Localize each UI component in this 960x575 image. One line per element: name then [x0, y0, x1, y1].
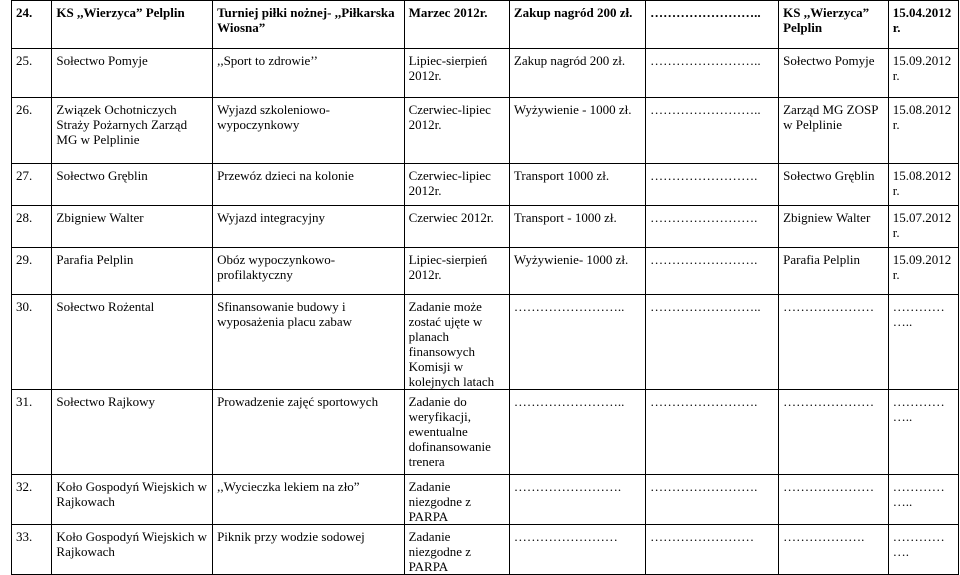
recipient-cell: Zarząd MG ZOSP w Pelplinie	[779, 98, 889, 164]
row-number-cell: 26.	[12, 98, 52, 164]
settlement-date-cell: 15.04.2012r.	[888, 1, 958, 49]
cost-item-cell: Transport - 1000 zł.	[509, 206, 645, 248]
table-row	[12, 525, 959, 575]
settlement-date-cell: 15.08.2012r.	[888, 98, 958, 164]
term-cell: Lipiec-sierpień 2012r.	[404, 248, 509, 295]
task-name-cell: Turniej piłki nożnej- ,,Piłkarska Wiosna”	[213, 1, 405, 49]
table-row	[12, 206, 959, 248]
granted-amount-cell: ……………………..	[646, 49, 779, 98]
row-number-cell: 31.	[12, 390, 52, 475]
organization-cell: Związek Ochotniczych Straży Pożarnych Zarząd MG w Pelplinie	[52, 98, 213, 164]
organization-cell: Parafia Pelplin	[52, 248, 213, 295]
task-name-cell: Wyjazd szkoleniowo-wypoczynkowy	[213, 98, 405, 164]
recipient-cell: KS ,,Wierzyca” Pelplin	[779, 1, 889, 49]
organization-cell: KS ,,Wierzyca” Pelplin	[52, 1, 213, 49]
granted-amount-cell: ……………………..	[646, 98, 779, 164]
granted-amount-cell: …………………….	[646, 206, 779, 248]
settlement-date-cell: 15.09.2012r.	[888, 49, 958, 98]
recipient-cell: ……………….	[779, 525, 889, 575]
tasks-table-body	[12, 1, 959, 575]
recipient-cell: Zbigniew Walter	[779, 206, 889, 248]
term-cell: Zadanie do weryfikacji, ewentualne dofinansowanie trenera	[404, 390, 509, 475]
task-name-cell: Piknik przy wodzie sodowej	[213, 525, 405, 575]
task-name-cell: Przewóz dzieci na kolonie	[213, 164, 405, 206]
term-cell: Zadanie niezgodne z PARPA	[404, 525, 509, 575]
recipient-cell: Sołectwo Pomyje	[779, 49, 889, 98]
term-cell: Zadanie niezgodne z PARPA	[404, 475, 509, 525]
cost-item-cell: Wyżywienie- 1000 zł.	[509, 248, 645, 295]
recipient-cell: Sołectwo Gręblin	[779, 164, 889, 206]
table-row	[12, 475, 959, 525]
organization-cell: Zbigniew Walter	[52, 206, 213, 248]
cost-item-cell: Zakup nagród 200 zł.	[509, 1, 645, 49]
term-cell: Czerwiec-lipiec 2012r.	[404, 164, 509, 206]
task-name-cell: ,,Sport to zdrowie’’	[213, 49, 405, 98]
cost-item-cell: Transport 1000 zł.	[509, 164, 645, 206]
settlement-date-cell: 15.07.2012r.	[888, 206, 958, 248]
organization-cell: Sołectwo Pomyje	[52, 49, 213, 98]
settlement-date-cell: ……………..	[888, 475, 958, 525]
table-row	[12, 295, 959, 390]
granted-amount-cell: …………………….	[646, 475, 779, 525]
row-number-cell: 28.	[12, 206, 52, 248]
task-name-cell: Prowadzenie zajęć sportowych	[213, 390, 405, 475]
recipient-cell: Parafia Pelplin	[779, 248, 889, 295]
document-page	[11, 0, 959, 574]
cost-item-cell: ……………………	[509, 525, 645, 575]
cost-item-cell: ……………………..	[509, 295, 645, 390]
row-number-cell: 33.	[12, 525, 52, 575]
row-number-cell: 24.	[12, 1, 52, 49]
granted-amount-cell: ……………………..	[646, 295, 779, 390]
table-row	[12, 164, 959, 206]
granted-amount-cell: …………………….	[646, 390, 779, 475]
term-cell: Lipiec-sierpień 2012r.	[404, 49, 509, 98]
cost-item-cell: Zakup nagród 200 zł.	[509, 49, 645, 98]
organization-cell: Sołectwo Rożental	[52, 295, 213, 390]
row-number-cell: 27.	[12, 164, 52, 206]
task-name-cell: Sfinansowanie budowy i wyposażenia placu zabaw	[213, 295, 405, 390]
task-name-cell: Wyjazd integracyjny	[213, 206, 405, 248]
table-row	[12, 390, 959, 475]
organization-cell: Sołectwo Rajkowy	[52, 390, 213, 475]
cost-item-cell: Wyżywienie - 1000 zł.	[509, 98, 645, 164]
recipient-cell: …………………	[779, 295, 889, 390]
term-cell: Marzec 2012r.	[404, 1, 509, 49]
granted-amount-cell: …………………….	[646, 248, 779, 295]
organization-cell: Koło Gospodyń Wiejskich w Rajkowach	[52, 525, 213, 575]
settlement-date-cell: 15.08.2012r.	[888, 164, 958, 206]
term-cell: Czerwiec-lipiec 2012r.	[404, 98, 509, 164]
granted-amount-cell: ……………………..	[646, 1, 779, 49]
row-number-cell: 30.	[12, 295, 52, 390]
task-name-cell: Obóz wypoczynkowo-profilaktyczny	[213, 248, 405, 295]
organization-cell: Sołectwo Gręblin	[52, 164, 213, 206]
settlement-date-cell: ……………..	[888, 295, 958, 390]
table-row	[12, 49, 959, 98]
table-row	[12, 1, 959, 49]
task-name-cell: ,,Wycieczka lekiem na zło”	[213, 475, 405, 525]
tasks-table	[11, 0, 959, 575]
row-number-cell: 29.	[12, 248, 52, 295]
organization-cell: Koło Gospodyń Wiejskich w Rajkowach	[52, 475, 213, 525]
table-row	[12, 248, 959, 295]
cost-item-cell: …………………….	[509, 475, 645, 525]
settlement-date-cell: …………….	[888, 525, 958, 575]
term-cell: Czerwiec 2012r.	[404, 206, 509, 248]
settlement-date-cell: ……………..	[888, 390, 958, 475]
settlement-date-cell: 15.09.2012r.	[888, 248, 958, 295]
table-row	[12, 98, 959, 164]
row-number-cell: 25.	[12, 49, 52, 98]
recipient-cell: …………………	[779, 390, 889, 475]
recipient-cell: …………………	[779, 475, 889, 525]
term-cell: Zadanie może zostać ujęte w planach finansowych Komisji w kolejnych latach	[404, 295, 509, 390]
row-number-cell: 32.	[12, 475, 52, 525]
granted-amount-cell: ……………………	[646, 525, 779, 575]
granted-amount-cell: …………………….	[646, 164, 779, 206]
cost-item-cell: ……………………..	[509, 390, 645, 475]
